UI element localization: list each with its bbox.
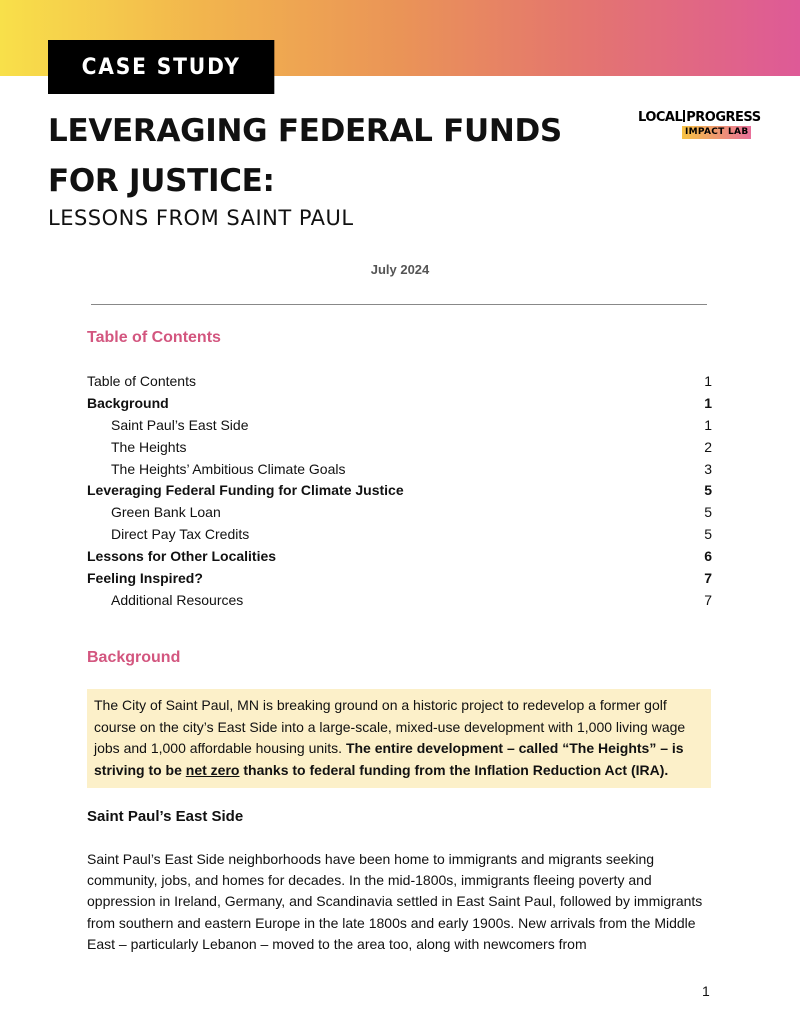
toc-entry-page: 1: [704, 394, 712, 411]
title-line-1: LEVERAGING FEDERAL FUNDS: [48, 113, 562, 149]
toc-entry[interactable]: [87, 501, 712, 523]
local-progress-logo: [638, 110, 761, 144]
toc-entry-page: 7: [704, 569, 712, 586]
toc-entry-label: Saint Paul’s East Side: [111, 416, 249, 433]
toc-entry-label: Table of Contents: [87, 372, 196, 389]
toc-entry-label: Additional Resources: [111, 591, 244, 608]
page-number: 1: [702, 983, 710, 999]
toc-entry-page: 5: [704, 526, 712, 543]
background-heading: Background: [87, 649, 181, 666]
toc-entry-page: 2: [704, 438, 712, 455]
toc-entry-label: Lessons for Other Localities: [87, 548, 277, 565]
divider-rule: [91, 304, 707, 305]
toc-entry[interactable]: [87, 392, 712, 414]
toc-entry-page: 6: [704, 548, 712, 565]
east-side-heading: Saint Paul’s East Side: [87, 808, 244, 825]
toc-entry-page: 5: [704, 504, 712, 521]
toc-entry-label: Green Bank Loan: [111, 504, 221, 521]
case-study-tag: [48, 40, 274, 94]
toc-entry[interactable]: [87, 414, 712, 436]
callout-plain-text: The City of Saint Paul, MN is breaking ground on a historic project to redevelop a former golf course on the city’s East Side into a large-scale, mixed-use development with 1,000 living wage jobs and 1,000 affordable housing units.: [94, 697, 686, 756]
east-side-paragraph: Saint Paul’s East Side neighborhoods have been home to immigrants and migrants seeking community, jobs, and homes for decades. In the mid-1800s, immigrants fleeing poverty and oppression in Ireland, Germany, and Scandinavia settled in East Saint Paul, followed by immigrants from southern and eastern Europe in the late 1800s and early 1900s. New arrivals from the Middle East – particularly Lebanon – moved to the area too, along with newcomers from: [87, 851, 703, 952]
toc-entry-label: Leveraging Federal Funding for Climate Justice: [87, 482, 404, 499]
logo-wordmark: [638, 110, 761, 126]
background-callout: [87, 689, 711, 788]
toc-entry-label: Feeling Inspired?: [87, 569, 203, 586]
toc-entry[interactable]: [87, 370, 712, 392]
toc-entry[interactable]: [87, 545, 712, 567]
toc-entry-page: 7: [704, 591, 712, 608]
toc-entry[interactable]: [87, 458, 712, 480]
toc-heading: Table of Contents: [87, 329, 221, 346]
logo-sub-label: IMPACT LAB: [682, 126, 751, 139]
toc-entry[interactable]: [87, 523, 712, 545]
toc-entry[interactable]: [87, 589, 712, 611]
callout-net-zero: net zero: [185, 761, 240, 778]
toc-entry-page: 5: [704, 482, 712, 499]
logo-divider: [683, 110, 685, 122]
toc-entry-label: Background: [87, 394, 169, 411]
toc-entry-label: The Heights’ Ambitious Climate Goals: [111, 460, 346, 477]
logo-word-left: LOCAL: [638, 110, 683, 125]
table-of-contents: [87, 370, 712, 611]
logo-word-right: PROGRESS: [686, 110, 761, 125]
case-study-label: CASE STUDY: [81, 54, 241, 80]
toc-entry-label: Direct Pay Tax Credits: [111, 526, 250, 543]
toc-entry[interactable]: [87, 436, 712, 458]
publication-date: July 2024: [370, 262, 430, 277]
toc-entry[interactable]: [87, 479, 712, 501]
toc-entry-page: 1: [704, 416, 712, 433]
callout-bold-text-a: The entire development – called “The Heights” – is striving to be: [94, 740, 684, 778]
title-line-2: FOR JUSTICE:: [48, 163, 275, 199]
document-subtitle: LESSONS FROM SAINT PAUL: [48, 206, 354, 230]
toc-entry[interactable]: [87, 567, 712, 589]
toc-entry-label: The Heights: [111, 438, 187, 455]
document-title: [48, 106, 608, 206]
toc-entry-page: 3: [704, 460, 712, 477]
callout-bold-text-b: thanks to federal funding from the Inflation Reduction Act (IRA).: [239, 761, 669, 778]
toc-entry-page: 1: [704, 372, 712, 389]
